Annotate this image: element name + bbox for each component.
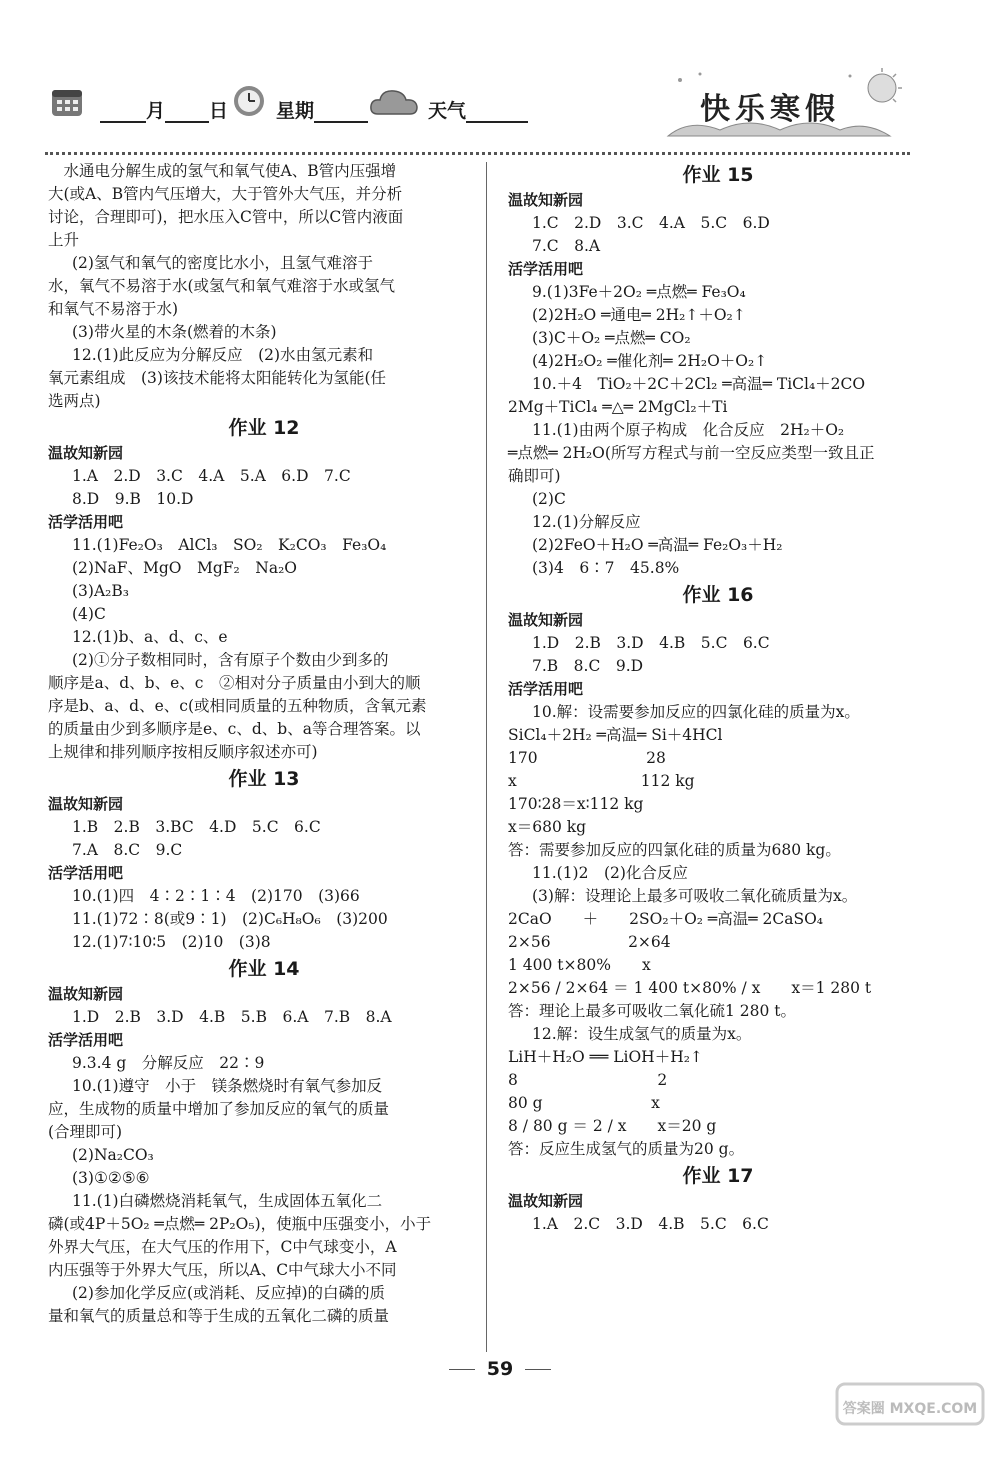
section-title: 活学活用吧 (508, 680, 584, 698)
clock-icon (232, 84, 266, 118)
page-number (0, 1358, 1000, 1380)
answer-line: 10.(1)四 4∶2∶1∶4 (2)170 (3)66 (72, 887, 360, 905)
text-line: ═点燃═ 2H₂O(所写方程式与前一空反应类型一致且正 (508, 444, 875, 462)
text-line: x 112 kg (508, 772, 695, 790)
cloud-icon (368, 86, 420, 118)
answer-line: (3)带火星的木条(燃着的木条) (72, 323, 277, 341)
assignment-heading: 作业 13 (228, 768, 300, 790)
assignment-heading: 作业 15 (682, 164, 754, 186)
text-line: 氧元素组成 (3)该技术能将太阳能转化为氢能(任 (48, 369, 387, 387)
answer-line: 10.解：设需要参加反应的四氯化硅的质量为x。 (532, 703, 860, 721)
day-label: 日 (209, 100, 229, 122)
answer-line: (2)2FeO＋H₂O ═高温═ Fe₂O₃＋H₂ (532, 536, 783, 554)
answer-line: (3)4 6∶7 45.8% (532, 559, 680, 577)
text-line: 讨论，合理即可)，把水压入C管中，所以C管内液面 (48, 208, 404, 226)
answer-line: 9.3.4 g 分解反应 22∶9 (72, 1054, 265, 1072)
answer-line: (2)NaF、MgO MgF₂ Na₂O (72, 559, 297, 577)
calendar-icon (50, 84, 84, 118)
answer-line: (2)2H₂O ═通电═ 2H₂↑＋O₂↑ (532, 306, 746, 324)
header-divider (45, 152, 910, 155)
column-divider (486, 162, 487, 1352)
weekday-label: 星期 (276, 100, 315, 122)
section-title: 温故知新园 (48, 444, 124, 462)
text-line: 磷(或4P＋5O₂ ═点燃═ 2P₂O₅)，使瓶中压强变小，小于 (48, 1215, 432, 1233)
section-title: 活学活用吧 (48, 513, 124, 531)
answer-line: 9.(1)3Fe＋2O₂ ═点燃═ Fe₃O₄ (532, 283, 746, 301)
text-line: 水通电分解生成的氢气和氧气使A、B管内压强增 (48, 162, 397, 180)
text-line: 答：需要参加反应的四氯化硅的质量为680 kg。 (508, 841, 841, 859)
watermark (830, 1380, 990, 1418)
section-title: 活学活用吧 (508, 260, 584, 278)
answer-line: 1.D 2.B 3.D 4.B 5.B 6.A 7.B 8.A (72, 1008, 392, 1026)
text-line: 8 2 (508, 1071, 668, 1089)
text-line: 170 28 (508, 749, 666, 767)
section-title: 温故知新园 (48, 795, 124, 813)
text-line: x＝680 kg (508, 818, 587, 836)
text-line: 内压强等于外界大气压，所以A、C中气球大小不同 (48, 1261, 397, 1279)
page-number-text: 59 (486, 1358, 514, 1380)
watermark-text: 答案圈 MXQE.COM (842, 1401, 978, 1417)
assignment-heading: 作业 14 (228, 958, 300, 980)
answer-line: 1.D 2.B 3.D 4.B 5.C 6.C (532, 634, 770, 652)
answer-line: 1.B 2.B 3.BC 4.D 5.C 6.C (72, 818, 321, 836)
answer-line: 11.(1)由两个原子构成 化合反应 2H₂＋O₂ (532, 421, 845, 439)
answer-line: 7.B 8.C 9.D (532, 657, 644, 675)
answer-line: 12.(1)b、a、d、c、e (72, 628, 228, 646)
text-line: 选两点) (48, 392, 101, 410)
answer-line: 11.(1)2 (2)化合反应 (532, 864, 688, 882)
text-line: 2×56 2×64 (508, 933, 671, 951)
assignment-heading: 作业 16 (682, 584, 754, 606)
answer-line: (3)①②⑤⑥ (72, 1169, 150, 1187)
right-column (508, 160, 928, 1236)
assignment-heading: 作业 12 (228, 417, 300, 439)
section-title: 温故知新园 (48, 985, 124, 1003)
section-title: 温故知新园 (508, 191, 584, 209)
answer-line: 11.(1)72∶8(或9∶1) (2)C₆H₈O₆ (3)200 (72, 910, 388, 928)
text-line: 水，氧气不易溶于水(或氢气和氧气难溶于水或氢气 (48, 277, 396, 295)
answer-line: 12.解：设生成氢气的质量为x。 (532, 1025, 752, 1043)
answer-line: 7.A 8.C 9.C (72, 841, 183, 859)
text-line: 上规律和排列顺序按相反顺序叙述亦可) (48, 743, 318, 761)
text-line: (合理即可) (48, 1123, 123, 1141)
text-line: 顺序是a、d、b、e、c ②相对分子质量由小到大的顺 (48, 674, 421, 692)
answer-line: (3)解：设理论上最多可吸收二氧化硫质量为x。 (532, 887, 858, 905)
text-line: 上升 (48, 231, 80, 249)
text-line: 和氧气不易溶于水) (48, 300, 179, 318)
answer-line: (2)①分子数相同时，含有原子个数由少到多的 (72, 651, 389, 669)
answer-line: 1.A 2.C 3.D 4.B 5.C 6.C (532, 1215, 769, 1233)
assignment-heading: 作业 17 (682, 1165, 754, 1187)
weather-label: 天气 (428, 100, 467, 122)
text-line: 外界大气压，在大气压的作用下，C中气球变小，A (48, 1238, 397, 1256)
text-line: 确即可) (508, 467, 561, 485)
text-line: 2CaO ＋ 2SO₂＋O₂ ═高温═ 2CaSO₄ (508, 910, 824, 928)
answer-line: (3)A₂B₃ (72, 582, 129, 600)
answer-line: 10.＋4 TiO₂＋2C＋2Cl₂ ═高温═ TiCl₄＋2CO (532, 375, 866, 393)
answer-line: 10.(1)遵守 小于 镁条燃烧时有氧气参加反 (72, 1077, 383, 1095)
answer-line: 12.(1)7∶10∶5 (2)10 (3)8 (72, 933, 271, 951)
answer-line: 11.(1)白磷燃烧消耗氧气，生成固体五氧化二 (72, 1192, 383, 1210)
text-line: 答：反应生成氢气的质量为20 g。 (508, 1140, 745, 1158)
text-line: 2×56 / 2×64 ＝ 1 400 t×80% / x x＝1 280 t (508, 979, 872, 997)
text-line: SiCl₄＋2H₂ ═高温═ Si＋4HCl (508, 726, 723, 744)
answer-line: (2)氢气和氧气的密度比水小，且氢气难溶于 (72, 254, 373, 272)
answer-line: 8.D 9.B 10.D (72, 490, 194, 508)
answer-line: 11.(1)Fe₂O₃ AlCl₃ SO₂ K₂CO₃ Fe₃O₄ (72, 536, 387, 554)
text-line: 序是b、a、d、e、c(或相同质量的五种物质，含氧元素 (48, 697, 427, 715)
text-line: 1 400 t×80% x (508, 956, 651, 974)
section-title: 温故知新园 (508, 611, 584, 629)
left-column (48, 160, 480, 1328)
text-line: 170∶28＝x∶112 kg (508, 795, 644, 813)
answer-line: 12.(1)此反应为分解反应 (2)水由氢元素和 (72, 346, 374, 364)
text-line: 8 / 80 g ＝ 2 / x x＝20 g (508, 1117, 717, 1135)
section-title: 活学活用吧 (48, 864, 124, 882)
text-line: LiH＋H₂O ══ LiOH＋H₂↑ (508, 1048, 703, 1066)
answer-line: (4)C (72, 605, 106, 623)
answer-line: 7.C 8.A (532, 237, 601, 255)
answer-line: 1.C 2.D 3.C 4.A 5.C 6.D (532, 214, 770, 232)
answer-line: (3)C＋O₂ ═点燃═ CO₂ (532, 329, 691, 347)
answer-line: 1.A 2.D 3.C 4.A 5.A 6.D 7.C (72, 467, 351, 485)
text-line: 量和氧气的质量总和等于生成的五氧化二磷的质量 (48, 1307, 390, 1325)
section-title: 活学活用吧 (48, 1031, 124, 1049)
answer-line: 12.(1)分解反应 (532, 513, 641, 531)
banner-title: 快乐寒假 (700, 92, 840, 127)
text-line: 80 g x (508, 1094, 660, 1112)
month-label: 月 (146, 100, 166, 122)
text-line: 应，生成物的质量中增加了参加反应的氧气的质量 (48, 1100, 390, 1118)
section-title: 温故知新园 (508, 1192, 584, 1210)
text-line: 2Mg＋TiCl₄ ═△═ 2MgCl₂＋Ti (508, 398, 728, 416)
text-line: 答：理论上最多可吸收二氧化硫1 280 t。 (508, 1002, 797, 1020)
answer-line: (4)2H₂O₂ ═催化剂═ 2H₂O＋O₂↑ (532, 352, 768, 370)
text-line: 的质量由少到多顺序是e、c、d、b、a等合理答案。以 (48, 720, 421, 738)
answer-line: (2)Na₂CO₃ (72, 1146, 154, 1164)
answer-line: (2)C (532, 490, 566, 508)
text-line: 大(或A、B管内气压增大，大于管外大气压，并分析 (48, 185, 403, 203)
answer-line: (2)参加化学反应(或消耗、反应掉)的白磷的质 (72, 1284, 386, 1302)
holiday-banner (660, 66, 910, 146)
